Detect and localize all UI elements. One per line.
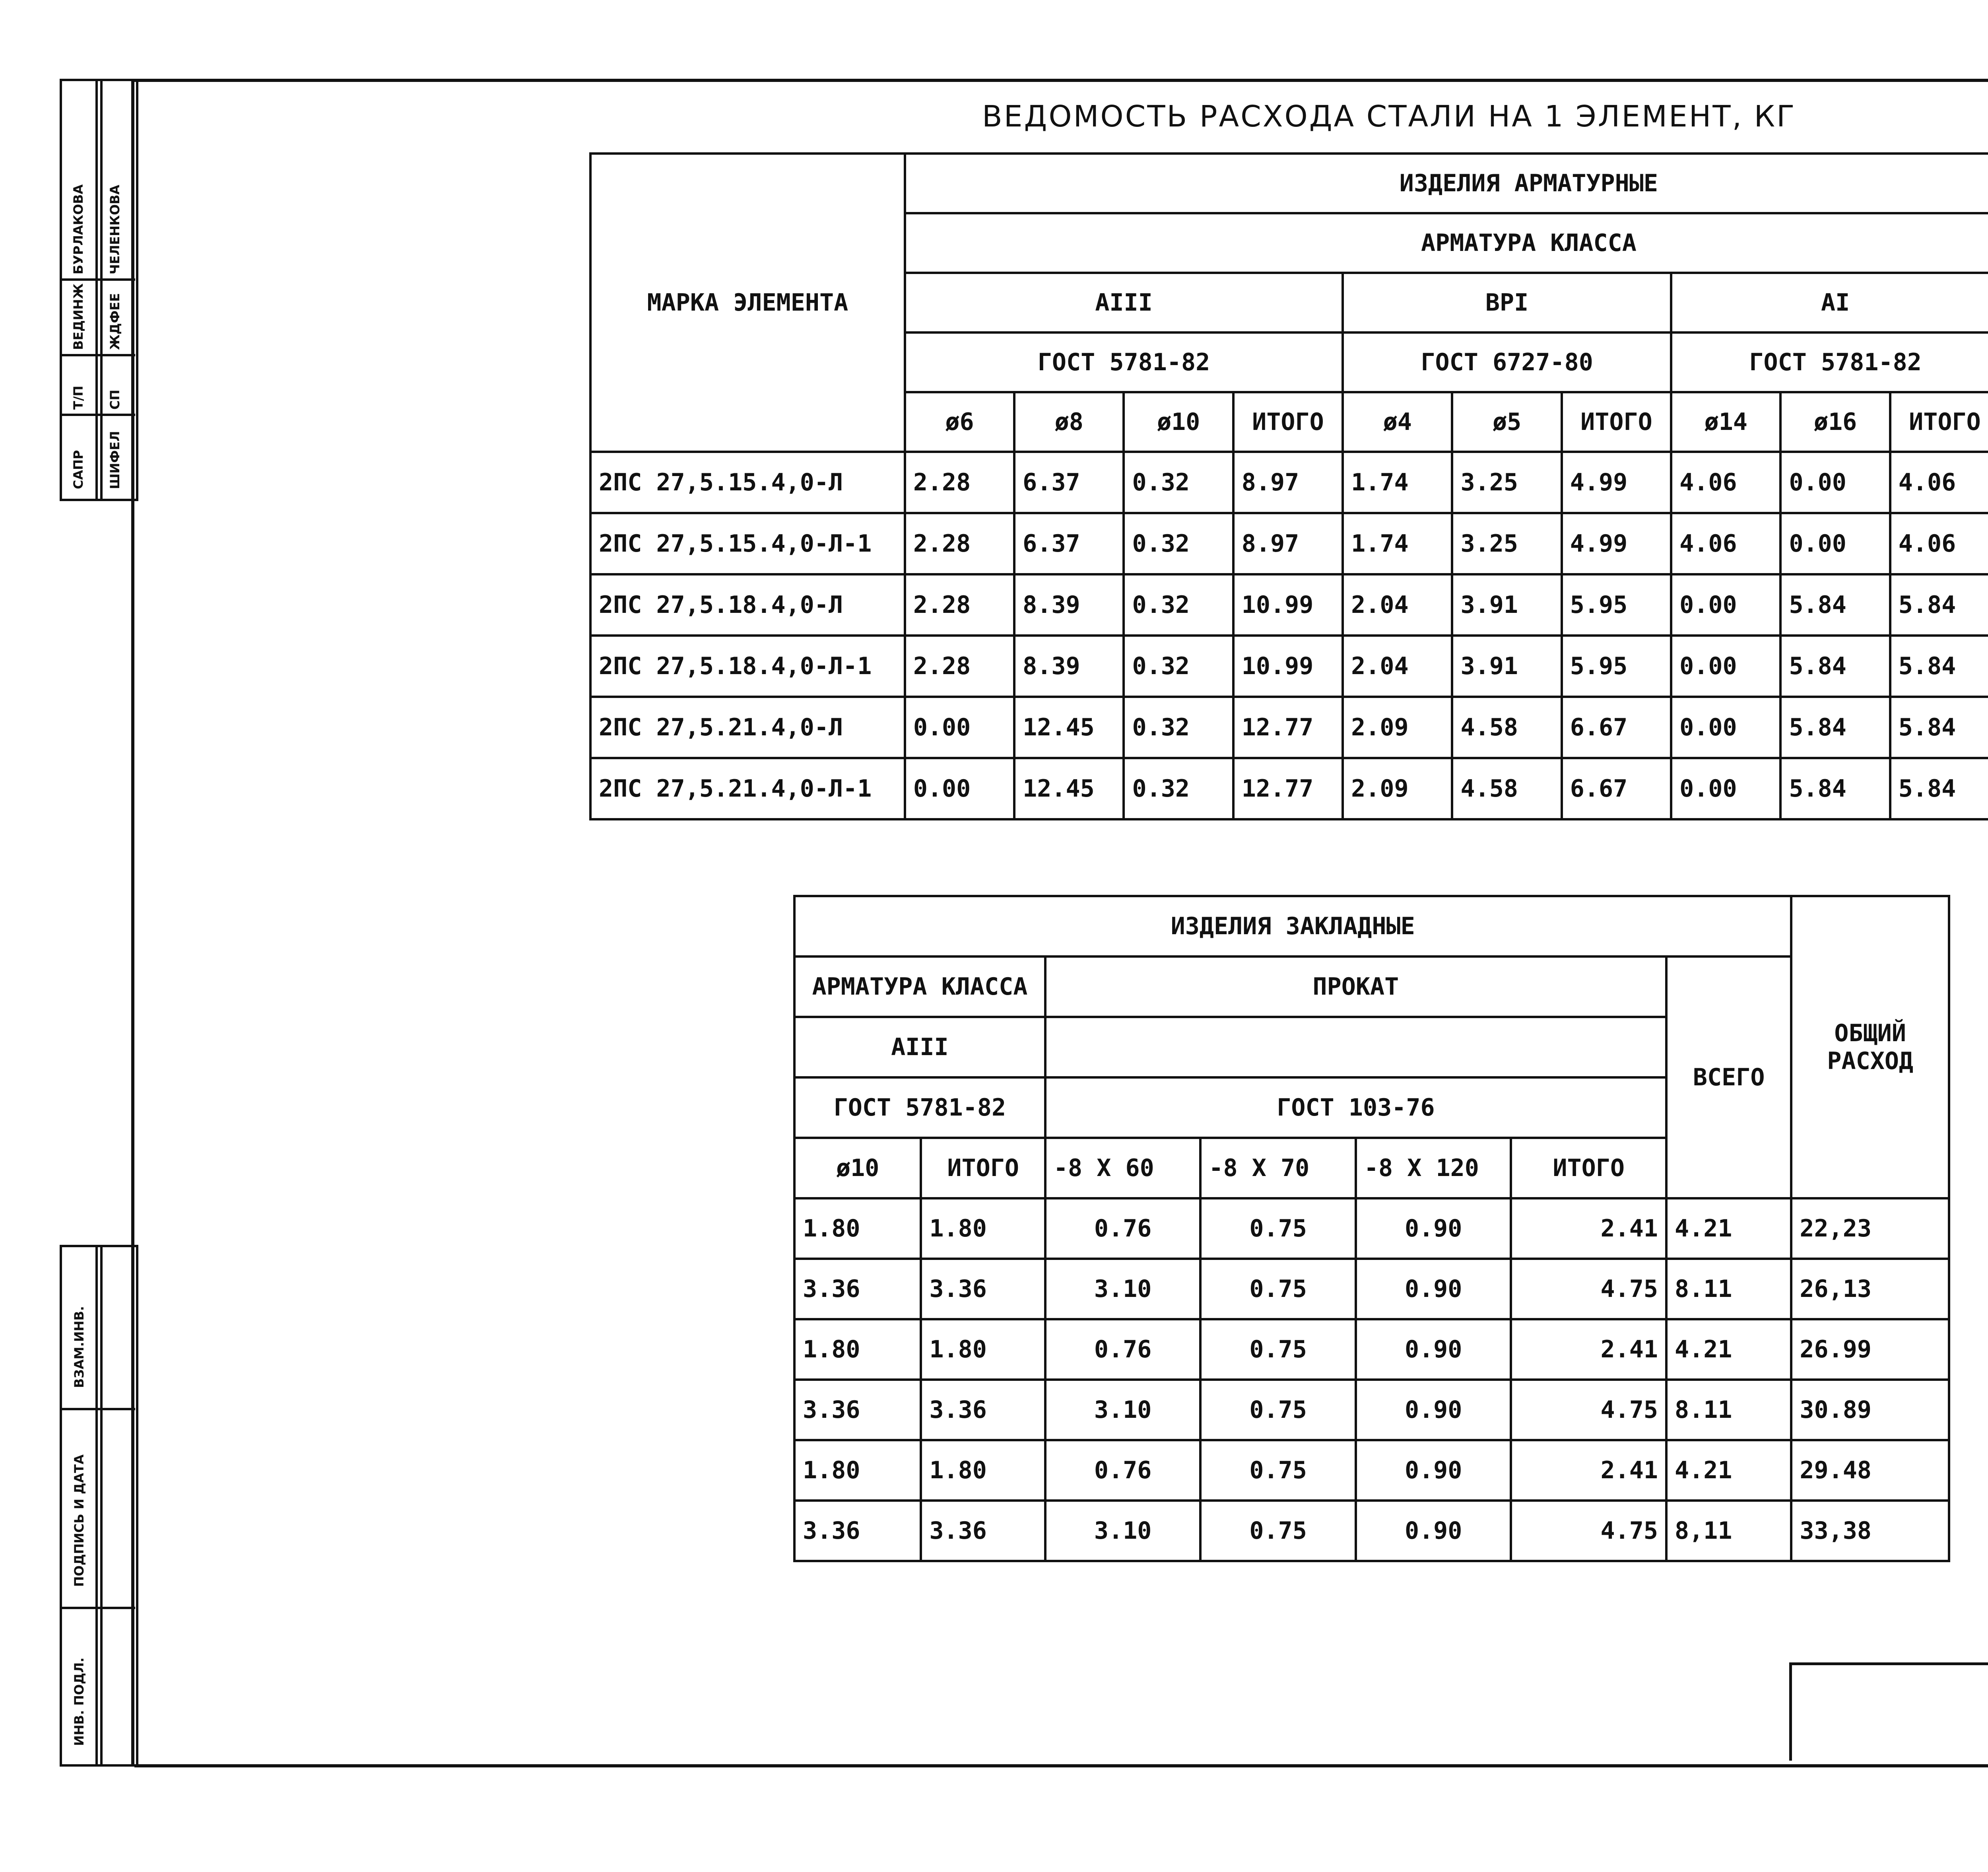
table-row bbox=[590, 513, 1988, 574]
table-cell: 0.90 bbox=[1356, 1440, 1511, 1501]
table-cell: 0.00 bbox=[1780, 513, 1890, 574]
table-cell: 5.95 bbox=[1562, 636, 1671, 697]
side-value-zhdfee: ЖДФЕЕ bbox=[107, 293, 122, 350]
table-cell: 4.99 bbox=[1562, 452, 1671, 513]
side-label-vedinzh: ВЕДИНЖ bbox=[71, 283, 86, 350]
header-aiii: AIII bbox=[905, 273, 1343, 332]
table-cell: 3.25 bbox=[1452, 452, 1561, 513]
table-cell: 0.75 bbox=[1200, 1198, 1356, 1259]
side-value-sp: СП bbox=[107, 389, 122, 410]
table-cell: 2.09 bbox=[1343, 758, 1452, 819]
table-cell: 1.80 bbox=[794, 1198, 921, 1259]
table-cell: 5.84 bbox=[1890, 697, 1988, 758]
table-cell: 0.00 bbox=[1671, 636, 1780, 697]
table-cell: 3.36 bbox=[794, 1501, 921, 1561]
header-izdeliya-armaturnye: ИЗДЕЛИЯ АРМАТУРНЫЕ bbox=[905, 154, 1988, 213]
table-cell: 8.39 bbox=[1014, 636, 1124, 697]
table-cell: 10.99 bbox=[1233, 636, 1343, 697]
side-label-tp: Т/П bbox=[71, 385, 86, 410]
header-ai: AI bbox=[1671, 273, 1988, 332]
table-cell: 2.28 bbox=[905, 574, 1014, 636]
table-cell: 0.00 bbox=[905, 697, 1014, 758]
table-cell: 1.74 bbox=[1343, 513, 1452, 574]
header-empty bbox=[1045, 1017, 1666, 1077]
col-header: ИТОГО bbox=[1562, 392, 1671, 452]
header-gost-6727: ГОСТ 6727-80 bbox=[1343, 332, 1671, 392]
table-cell: 3.36 bbox=[921, 1501, 1045, 1561]
table-cell: 26.99 bbox=[1791, 1319, 1949, 1380]
col-header: ø10 bbox=[794, 1138, 921, 1198]
element-mark: 2ПС 27,5.15.4,0-Л bbox=[590, 452, 905, 513]
table-cell: 8.11 bbox=[1666, 1380, 1791, 1440]
table-cell: 0.75 bbox=[1200, 1319, 1356, 1380]
table-cell: 4.06 bbox=[1671, 452, 1780, 513]
table-cell: 0.75 bbox=[1200, 1440, 1356, 1501]
table-cell: 4.58 bbox=[1452, 758, 1561, 819]
col-header: ø10 bbox=[1124, 392, 1233, 452]
table-cell: 4.21 bbox=[1666, 1319, 1791, 1380]
table-cell: 0.76 bbox=[1045, 1440, 1201, 1501]
header-gost-5781: ГОСТ 5781-82 bbox=[905, 332, 1343, 392]
header-armatura-klassa-2: АРМАТУРА КЛАССА bbox=[794, 956, 1045, 1017]
table-cell: 3.36 bbox=[921, 1380, 1045, 1440]
table-cell: 22,23 bbox=[1791, 1198, 1949, 1259]
table-cell: 4.06 bbox=[1671, 513, 1780, 574]
table-cell: 12.77 bbox=[1233, 758, 1343, 819]
col-header: ИТОГО bbox=[1890, 392, 1988, 452]
side-value-chelenkova: ЧЕЛЕНКОВА bbox=[107, 185, 122, 274]
table-cell: 0.00 bbox=[1671, 574, 1780, 636]
table-row bbox=[590, 758, 1988, 819]
col-header: -8 Х 120 bbox=[1356, 1138, 1511, 1198]
col-header: ø16 bbox=[1780, 392, 1890, 452]
title-block bbox=[1789, 1662, 1988, 1761]
table-cell: 3.36 bbox=[921, 1259, 1045, 1319]
table-cell: 5.84 bbox=[1890, 758, 1988, 819]
table-cell: 0.75 bbox=[1200, 1380, 1356, 1440]
side-label-vzam-inv: ВЗАМ.ИНВ. bbox=[72, 1306, 87, 1388]
table-cell: 8.97 bbox=[1233, 513, 1343, 574]
element-mark: 2ПС 27,5.21.4,0-Л-1 bbox=[590, 758, 905, 819]
table-cell: 0.00 bbox=[1671, 697, 1780, 758]
embedded-items-table-body bbox=[794, 1198, 1949, 1561]
table-cell: 0.32 bbox=[1124, 758, 1233, 819]
table-cell: 1.80 bbox=[921, 1319, 1045, 1380]
table-row bbox=[794, 1380, 1949, 1440]
col-header: ø5 bbox=[1452, 392, 1561, 452]
header-vsego-2: ВСЕГО bbox=[1666, 956, 1791, 1198]
table-cell: 2.41 bbox=[1511, 1198, 1666, 1259]
table-row bbox=[794, 1198, 1949, 1259]
embedded-items-table bbox=[793, 895, 1950, 1562]
table-cell: 0.32 bbox=[1124, 636, 1233, 697]
header-marka: МАРКА ЭЛЕМЕНТА bbox=[590, 154, 905, 452]
header-prokat: ПРОКАТ bbox=[1045, 956, 1666, 1017]
table-cell: 1.74 bbox=[1343, 452, 1452, 513]
table-cell: 4.99 bbox=[1562, 513, 1671, 574]
document-title: ВЕДОМОСТЬ РАСХОДА СТАЛИ НА 1 ЭЛЕМЕНТ, КГ bbox=[982, 99, 1796, 134]
table-cell: 3.10 bbox=[1045, 1259, 1201, 1319]
side-value-shifel: ШИФЕЛ bbox=[107, 431, 122, 489]
table-cell: 2.28 bbox=[905, 513, 1014, 574]
table-cell: 0.00 bbox=[1780, 452, 1890, 513]
table-row bbox=[794, 1259, 1949, 1319]
table-cell: 3.36 bbox=[794, 1259, 921, 1319]
table-cell: 3.36 bbox=[794, 1380, 921, 1440]
table-cell: 4.75 bbox=[1511, 1380, 1666, 1440]
table-cell: 4.58 bbox=[1452, 697, 1561, 758]
reinforcement-table bbox=[589, 152, 1988, 820]
table-cell: 3.10 bbox=[1045, 1380, 1201, 1440]
table-cell: 0.76 bbox=[1045, 1319, 1201, 1380]
col-header: ø14 bbox=[1671, 392, 1780, 452]
table-row bbox=[590, 636, 1988, 697]
table-cell: 2.41 bbox=[1511, 1440, 1666, 1501]
table-cell: 6.67 bbox=[1562, 758, 1671, 819]
table-cell: 1.80 bbox=[921, 1440, 1045, 1501]
table-cell: 0.75 bbox=[1200, 1259, 1356, 1319]
table-cell: 4.21 bbox=[1666, 1440, 1791, 1501]
side-label-burlakova: БУРЛАКОВА bbox=[71, 184, 86, 274]
table-cell: 1.80 bbox=[794, 1319, 921, 1380]
table-cell: 4.75 bbox=[1511, 1259, 1666, 1319]
table-cell: 0.00 bbox=[905, 758, 1014, 819]
header-aiii-2: AIII bbox=[794, 1017, 1045, 1077]
header-gost-103: ГОСТ 103-76 bbox=[1045, 1077, 1666, 1138]
table-cell: 8.11 bbox=[1666, 1259, 1791, 1319]
table-row bbox=[794, 1501, 1949, 1561]
table-cell: 4.75 bbox=[1511, 1501, 1666, 1561]
header-gost-5781-b: ГОСТ 5781-82 bbox=[1671, 332, 1988, 392]
element-mark: 2ПС 27,5.18.4,0-Л-1 bbox=[590, 636, 905, 697]
table-cell: 26,13 bbox=[1791, 1259, 1949, 1319]
element-mark: 2ПС 27,5.18.4,0-Л bbox=[590, 574, 905, 636]
col-header: ИТОГО bbox=[1511, 1138, 1666, 1198]
element-mark: 2ПС 27,5.21.4,0-Л bbox=[590, 697, 905, 758]
table-cell: 6.37 bbox=[1014, 452, 1124, 513]
col-header: ø8 bbox=[1014, 392, 1124, 452]
table-cell: 12.45 bbox=[1014, 758, 1124, 819]
col-header: ИТОГО bbox=[1233, 392, 1343, 452]
table-cell: 5.84 bbox=[1780, 636, 1890, 697]
table-cell: 5.84 bbox=[1780, 697, 1890, 758]
table-cell: 30.89 bbox=[1791, 1380, 1949, 1440]
table-cell: 6.37 bbox=[1014, 513, 1124, 574]
table-row bbox=[590, 697, 1988, 758]
table-cell: 2.09 bbox=[1343, 697, 1452, 758]
side-label-sapr: САПР bbox=[71, 450, 86, 489]
table-cell: 29.48 bbox=[1791, 1440, 1949, 1501]
table-row bbox=[794, 1440, 1949, 1501]
table-row bbox=[590, 574, 1988, 636]
table-cell: 2.41 bbox=[1511, 1319, 1666, 1380]
table-row bbox=[590, 452, 1988, 513]
table-cell: 0.90 bbox=[1356, 1319, 1511, 1380]
table-row bbox=[794, 1319, 1949, 1380]
table-cell: 2.04 bbox=[1343, 574, 1452, 636]
table-cell: 12.77 bbox=[1233, 697, 1343, 758]
table-cell: 5.84 bbox=[1890, 636, 1988, 697]
element-mark: 2ПС 27,5.15.4,0-Л-1 bbox=[590, 513, 905, 574]
header-obshiy-raskhod bbox=[1791, 896, 1949, 1198]
table-cell: 33,38 bbox=[1791, 1501, 1949, 1561]
header-obshiy: ОБЩИЙ bbox=[1834, 1019, 1906, 1047]
table-cell: 0.32 bbox=[1124, 452, 1233, 513]
table-cell: 3.10 bbox=[1045, 1501, 1201, 1561]
table-cell: 0.00 bbox=[1671, 758, 1780, 819]
table-cell: 2.28 bbox=[905, 452, 1014, 513]
table-cell: 8,11 bbox=[1666, 1501, 1791, 1561]
table-cell: 8.97 bbox=[1233, 452, 1343, 513]
col-header: ø4 bbox=[1343, 392, 1452, 452]
col-header: -8 Х 60 bbox=[1045, 1138, 1201, 1198]
table-cell: 2.04 bbox=[1343, 636, 1452, 697]
table-cell: 0.90 bbox=[1356, 1380, 1511, 1440]
header-izdeliya-zakladnye: ИЗДЕЛИЯ ЗАКЛАДНЫЕ bbox=[794, 896, 1791, 956]
table-cell: 4.06 bbox=[1890, 452, 1988, 513]
side-label-inv-podl: ИНВ. ПОДЛ. bbox=[72, 1657, 87, 1746]
table-cell: 6.67 bbox=[1562, 697, 1671, 758]
table-cell: 4.06 bbox=[1890, 513, 1988, 574]
table-cell: 5.84 bbox=[1780, 574, 1890, 636]
table-cell: 0.90 bbox=[1356, 1198, 1511, 1259]
table-cell: 0.76 bbox=[1045, 1198, 1201, 1259]
header-raskhod: РАСХОД bbox=[1827, 1047, 1914, 1075]
table-cell: 0.90 bbox=[1356, 1259, 1511, 1319]
table-cell: 3.91 bbox=[1452, 636, 1561, 697]
table-cell: 4.21 bbox=[1666, 1198, 1791, 1259]
table-cell: 1.80 bbox=[921, 1198, 1045, 1259]
table-cell: 5.84 bbox=[1890, 574, 1988, 636]
table-cell: 1.80 bbox=[794, 1440, 921, 1501]
table-cell: 12.45 bbox=[1014, 697, 1124, 758]
side-label-podpis-data: ПОДПИСЬ И ДАТА bbox=[72, 1454, 87, 1587]
table-cell: 5.95 bbox=[1562, 574, 1671, 636]
col-header: ИТОГО bbox=[921, 1138, 1045, 1198]
table-cell: 3.91 bbox=[1452, 574, 1561, 636]
table-cell: 0.32 bbox=[1124, 697, 1233, 758]
header-vri: ВРI bbox=[1343, 273, 1671, 332]
header-armatura-klassa: АРМАТУРА КЛАССА bbox=[905, 213, 1988, 273]
table-cell: 0.32 bbox=[1124, 513, 1233, 574]
col-header: ø6 bbox=[905, 392, 1014, 452]
table-cell: 8.39 bbox=[1014, 574, 1124, 636]
table-cell: 10.99 bbox=[1233, 574, 1343, 636]
table-cell: 5.84 bbox=[1780, 758, 1890, 819]
reinforcement-table-body bbox=[590, 452, 1988, 819]
table-cell: 3.25 bbox=[1452, 513, 1561, 574]
col-header: -8 Х 70 bbox=[1200, 1138, 1356, 1198]
table-cell: 2.28 bbox=[905, 636, 1014, 697]
table-cell: 0.75 bbox=[1200, 1501, 1356, 1561]
table-cell: 0.90 bbox=[1356, 1501, 1511, 1561]
table-cell: 0.32 bbox=[1124, 574, 1233, 636]
header-gost-5781-2: ГОСТ 5781-82 bbox=[794, 1077, 1045, 1138]
